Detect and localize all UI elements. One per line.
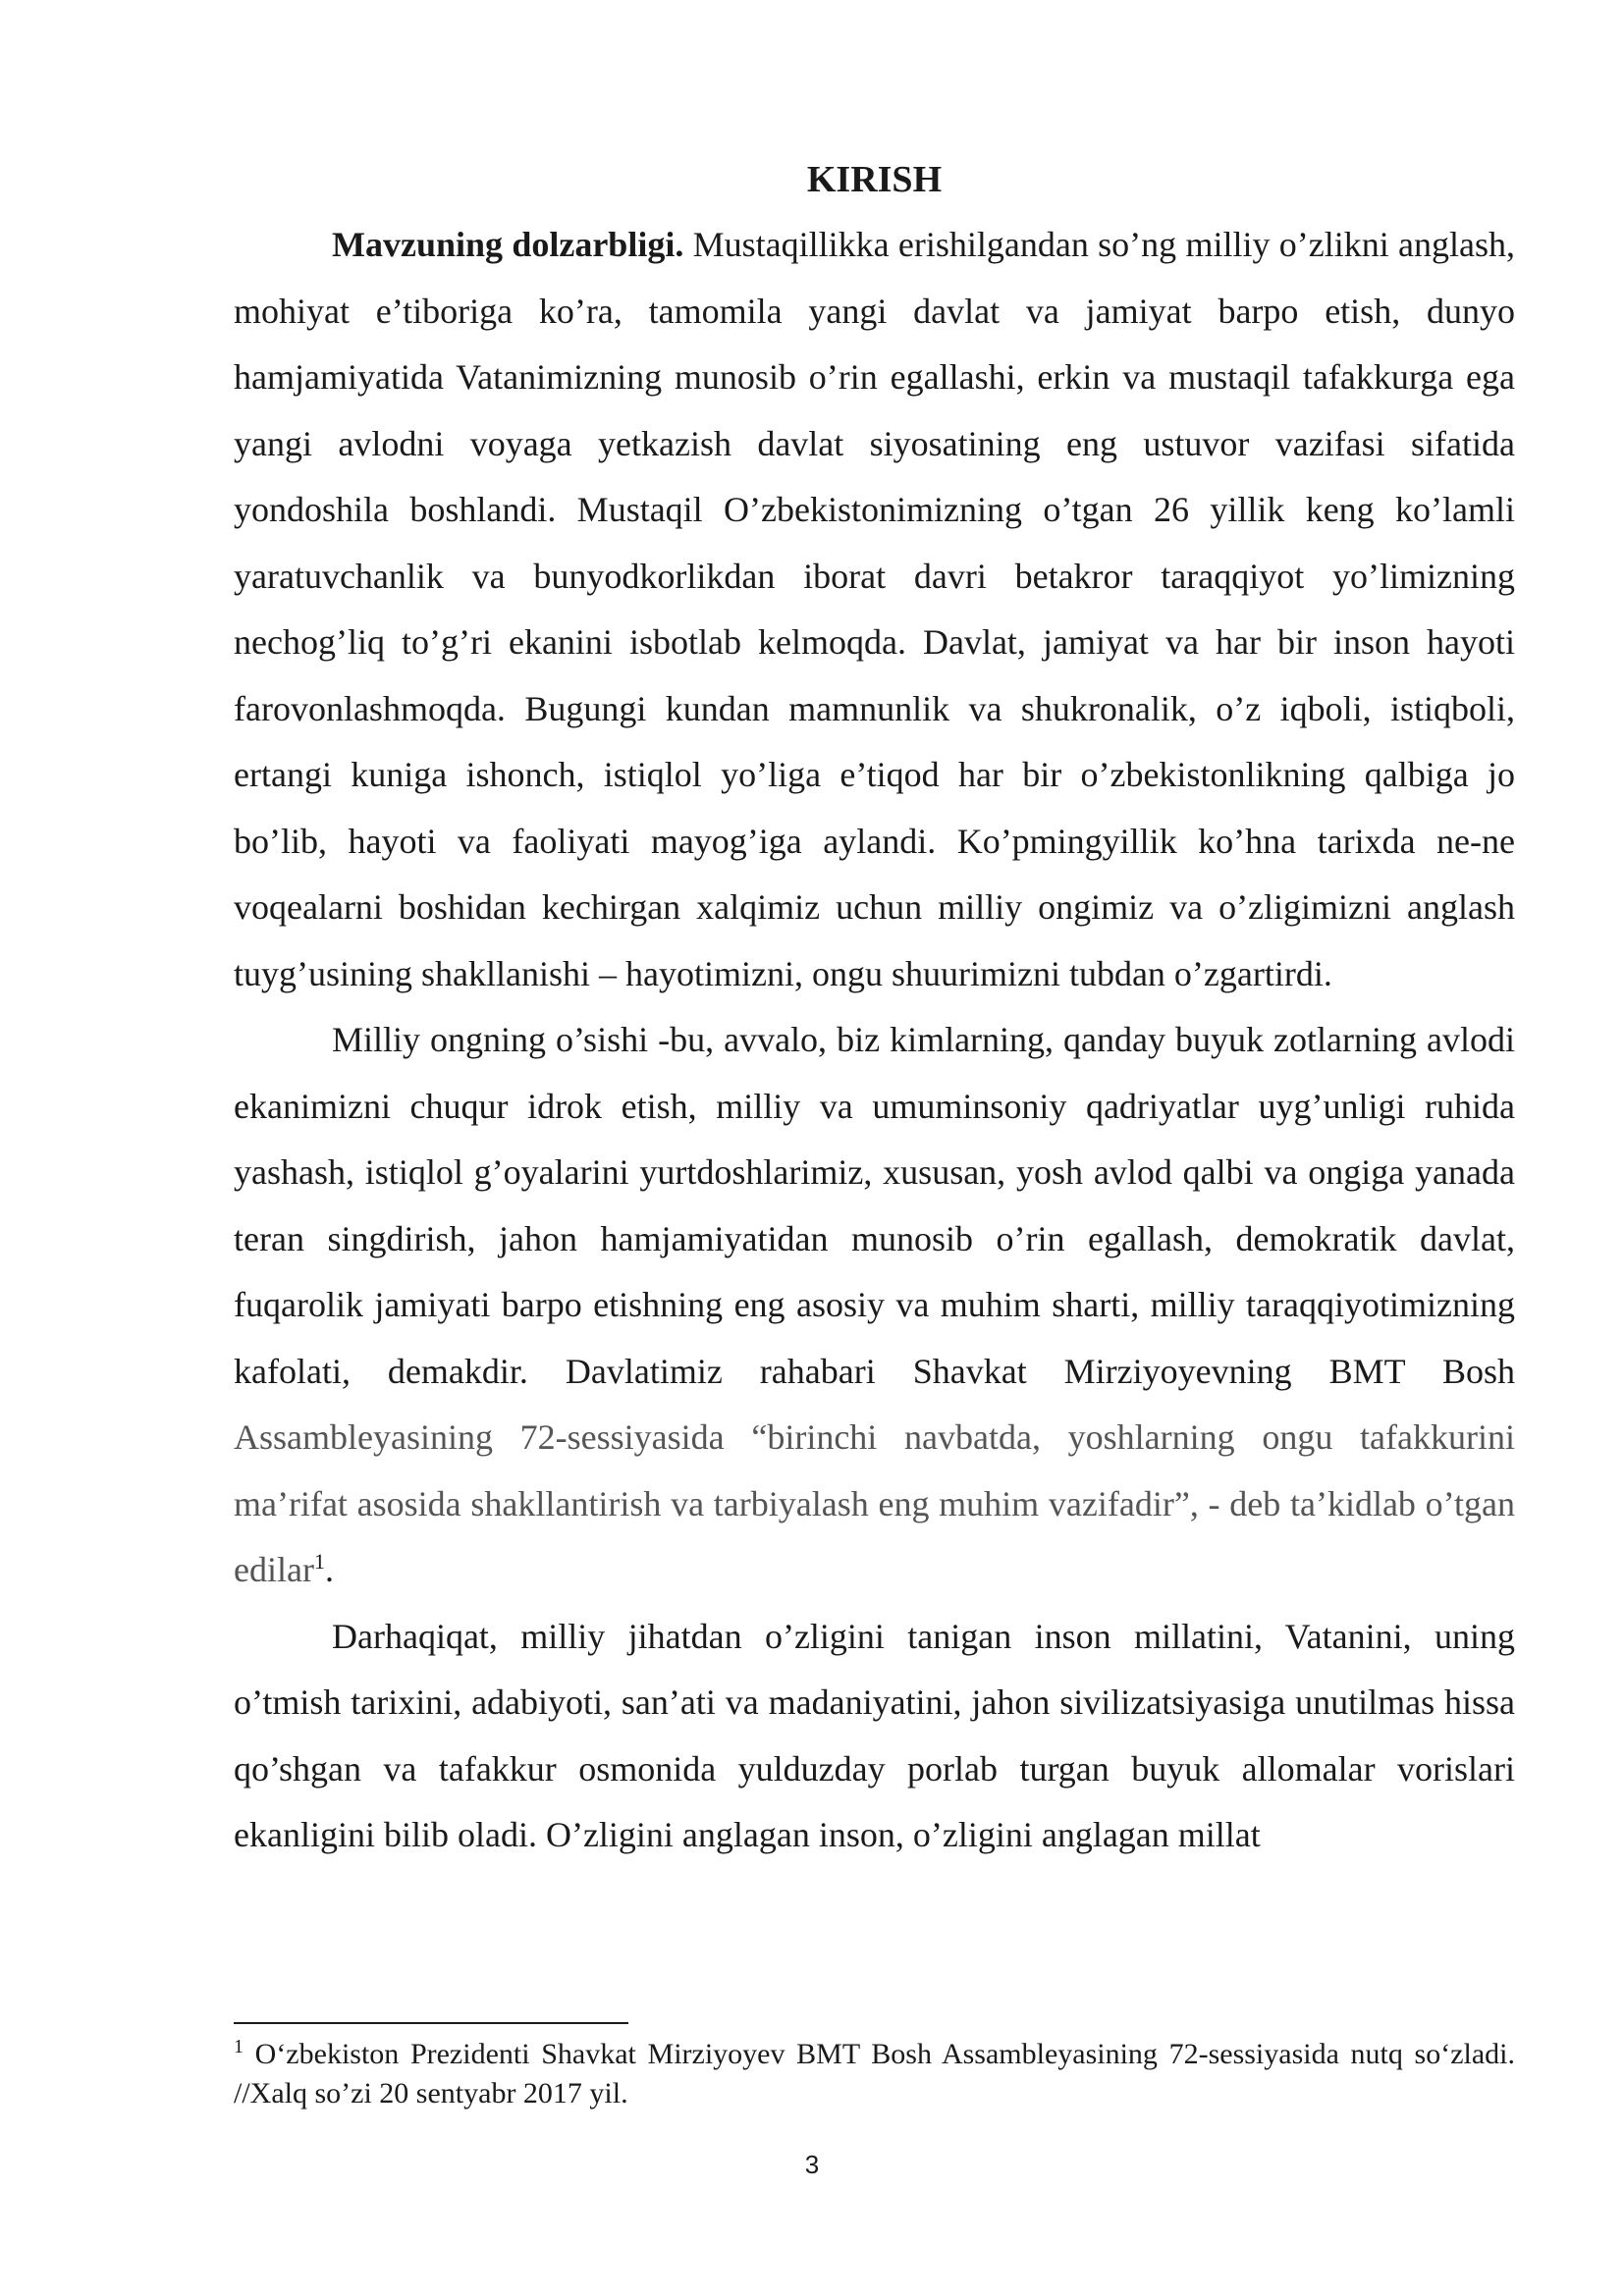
- footnote-reference[interactable]: 1: [313, 1549, 325, 1574]
- page-body: [234, 147, 1515, 1869]
- page-number: 3: [804, 2150, 820, 2179]
- footnote-text: O‘zbekiston Prezidenti Shavkat Mirziyoyev BMT Bosh Assambleyasining 72-sessiyasida nutq so‘zladi. //Xalq so’zi 20 sentyabr 2017 yil.: [234, 2038, 1515, 2109]
- footnote-marker: 1: [234, 2036, 244, 2057]
- footnote-separator: [234, 2022, 628, 2024]
- paragraph-text: Milliy ongning o’sishi -bu, avvalo, biz kimlarning, qanday buyuk zotlarning avlodi ekanimizni chuqur idrok etish, milliy va umuminsoniy qadriyatlar uyg’unligi ruhida yashash, istiqlol g’oyalarini yurtdoshlarimiz, xususan, yosh avlod qalbi va ongiga yanada teran singdirish, jahon hamjamiyatidan munosib o’rin egallash, demokratik davlat, fuqarolik jamiyati barpo etishning eng asosiy va muhim sharti, milliy taraqqiyotimizning kafolati, demakdir. Davlatimiz rahabari Shavkat Mirziyoyevning BMT Bosh: [234, 1020, 1515, 1391]
- paragraph-relevance: [234, 212, 1515, 1007]
- quoted-statement: Assambleyasining 72-sessiyasida “birinchi navbatda, yoshlarning ongu tafakkurini ma’rifat asosida shakllantirish va tarbiyalash eng muhim vazifadir”: [234, 1417, 1515, 1523]
- paragraph-identity: Darhaqiqat, milliy jihatdan o’zligini tanigan inson millatini, Vatanini, uning o’tmish tarixini, adabiyoti, san’ati va madaniyatini, jahon sivilizatsiyasiga unutilmas hissa qo’shgan va tafakkur osmonida yulduzday porlab turgan buyuk allomalar vorislari ekanligini bilib oladi. O’zligini anglagan inson, o’zligini anglagan millat: [234, 1616, 1515, 1854]
- section-title: KIRISH: [806, 159, 943, 200]
- paragraph-end: .: [324, 1550, 334, 1589]
- paragraph-text-after-quote: , - deb ta’kidlab o’tgan edilar: [234, 1483, 1515, 1589]
- footnote: [234, 2035, 1515, 2113]
- paragraph-text: Mustaqillikka erishilgandan so’ng milliy o’zlikni anglash, mohiyat e’tiboriga ko’ra, tamomila yangi davlat va jamiyat barpo etish, dunyo hamjamiyatida Vatanimizning munosib o’rin egallashi, erkin va mustaqil tafakkurga ega yangi avlodni voyaga yetkazish davlat siyosatining eng ustuvor vazifasi sifatida yondoshila boshlandi. Mustaqil O’zbekistonimizning o’tgan 26 yillik keng ko’lamli yaratuvchanlik va bunyodkorlikdan iborat davri betakror taraqqiyot yo’limizning nechog’liq to’g’ri ekanini isbotlab kelmoqda. Davlat, jamiyat va har bir inson hayoti farovonlashmoqda. Bugungi kundan mamnunlik va shukronalik, o’z iqboli, istiqboli, ertangi kuniga ishonch, istiqlol yo’liga e’tiqod har bir o’zbekistonlikning qalbiga jo bo’lib, hayoti va faoliyati mayog’iga aylandi. Ko’pmingyillik ko’hna tarixda ne-ne voqealarni boshidan kechirgan xalqimiz uchun milliy ongimiz va o’zligimizni anglash tuyg’usining shakllanishi – hayotimizni, ongu shuurimizni tubdan o’zgartirdi.: [234, 225, 1516, 993]
- paragraph-national-consciousness: [234, 1007, 1515, 1604]
- paragraph-lead: Mavzuning dolzarbligi.: [332, 225, 684, 264]
